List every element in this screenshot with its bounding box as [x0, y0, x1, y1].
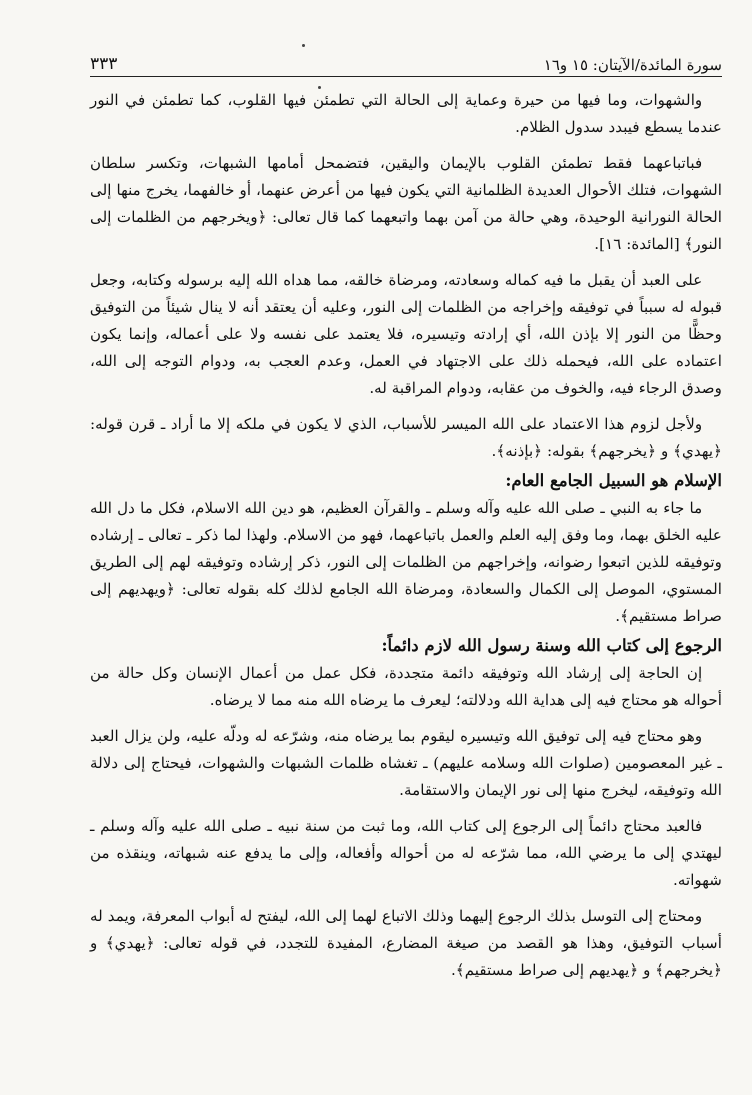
paragraph: فباتباعهما فقط تطمئن القلوب بالإيمان واليقين، فتضمحل أمامها الشبهات، وتكسر سلطان الشهوات، فتلك الأحوال العديدة الظلمانية التي يكون فيها من أعرض عنهما، أو خالفهما، يخرج منها إلى الحالة النورانية الوحيدة، وهي حالة من آمن بهما واتبعهما كما قال تعالى: ﴿ويخرجهم من الظلمات إلى النور﴾ [المائدة: ١٦]. — [90, 154, 722, 253]
paragraph: إن الحاجة إلى إرشاد الله وتوفيقه دائمة متجددة، فكل عمل من أعمال الإنسان وكل حالة من أحواله هو محتاج فيه إلى هداية الله ودلالته؛ ليعرف ما يرضاه الله منه مما لا يرضاه. — [90, 664, 722, 709]
paragraph: وهو محتاج فيه إلى توفيق الله وتيسيره ليقوم بما يرضاه منه، وشرّعه له ودلّه عليه، ولن يزال العبد ـ غير المعصومين (صلوات الله وسلامه عليهم) ـ تغشاه ظلمات الشبهات والشهوات، فيحتاج إلى دلالة الله وتوفيقه، ليخرج منها إلى نور الإيمان والاستقامة. — [90, 727, 722, 799]
paragraph: والشهوات، وما فيها من حيرة وعماية إلى الحالة التي تطمئن فيها القلوب، كما تطمئن في النور عندما يسطع فيبدد سدول الظلام. — [90, 91, 722, 136]
section-heading: الإسلام هو السبيل الجامع العام: — [505, 471, 722, 490]
paragraph: ما جاء به النبي ـ صلى الله عليه وآله وسلم ـ والقرآن العظيم، هو دين الله الاسلام، فكل ما دل الله عليه الخلق بهما، وما وفق إليه العلم والعمل باتباعهما، فهو من الاسلام. ولهذا لما ذكر ـ تعالى ـ إرشاده وتوفيقه للذين اتبعوا رضوانه، وإخراجهم من الظلمات إلى النور، ذكر إرشاده وتوفيقه لهم إلى الطريق المستوي، الموصل إلى الكمال والسعادة، ومرضاة الله الجامع لذلك كله بقوله تعالى: ﴿ويهديهم إلى صراط مستقيم﴾. — [90, 499, 722, 625]
section-heading: الرجوع إلى كتاب الله وسنة رسول الله لازم دائماً: — [381, 636, 722, 655]
running-header — [90, 48, 722, 77]
paragraph: ومحتاج إلى التوسل بذلك الرجوع إليهما وذلك الاتباع لهما إلى الله، ليفتح له أبواب المعرفة، ويمد له أسباب التوفيق، وهذا هو القصد من صيغة المضارع، المفيدة للتجدد، في قوله تعالى: ﴿يهدي﴾ و ﴿يخرجهم﴾ و ﴿يهديهم إلى صراط مستقيم﴾. — [90, 907, 722, 979]
paragraph: ولأجل لزوم هذا الاعتماد على الله الميسر للأسباب، الذي لا يكون في ملكه إلا ما أراد ـ قرن قوله: ﴿يهدي﴾ و ﴿يخرجهم﴾ بقوله: ﴿بإذنه﴾. — [90, 415, 722, 460]
page-body — [90, 87, 722, 984]
paragraph: فالعبد محتاج دائماً إلى الرجوع إلى كتاب الله، وما ثبت من سنة نبيه ـ صلى الله عليه وآله وسلم ـ ليهتدي إلى ما يرضي الله، مما شرّعه له من أحواله وأفعاله، وإلى ما يدفع عنه شبهاته، وينقذه من شهواته. — [90, 817, 722, 889]
paragraph: على العبد أن يقبل ما فيه كماله وسعادته، ومرضاة خالقه، مما هداه الله إليه برسوله وكتابه، وجعل قبوله له سبباً في توفيقه وإخراجه من الظلمات إلى النور، وعليه أن يعتقد أنه لا ينال شيئاً من التوفيق وحظًّا من النور إلا بإذن الله، أي إرادته وتيسيره، فلا يعتمد على نفسه ولا على أعماله، وإنما يكون اعتماده على الله، فيحمله ذلك على الاجتهاد في العمل، وعدم العجب به، ودوام التوجه إلى الله، وصدق الرجاء فيه، والخوف من عقابه، ودوام المراقبة له. — [90, 271, 722, 397]
header-title: سورة المائدة/الآيتان: ١٥ و١٦ — [543, 56, 722, 74]
page — [90, 48, 722, 1058]
ink-dot — [302, 44, 305, 47]
page-number: ٣٣٣ — [90, 54, 118, 74]
